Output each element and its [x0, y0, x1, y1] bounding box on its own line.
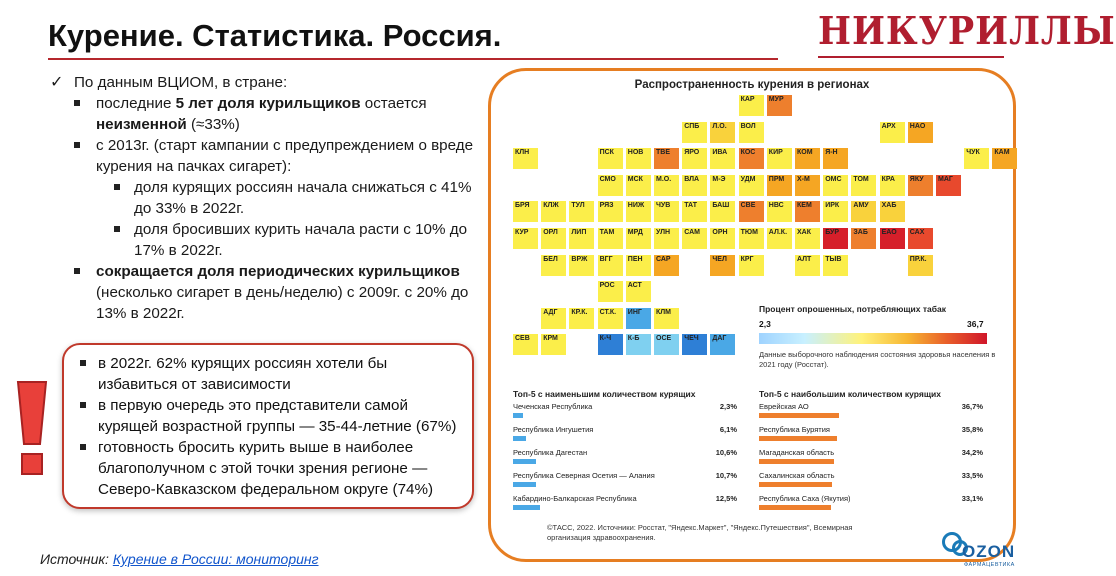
value-bar — [513, 459, 536, 464]
legend-title: Процент опрошенных, потребляющих табак — [759, 304, 946, 314]
value-bar — [759, 413, 839, 418]
source-label: Источник: — [40, 551, 113, 567]
region-tile: КРА — [880, 175, 905, 196]
value-bar — [513, 482, 536, 487]
region-tile: КОС — [739, 148, 764, 169]
region-tile: КЛН — [513, 148, 538, 169]
region-value: 33,5% — [961, 471, 983, 480]
callout-list — [74, 353, 466, 500]
square-bullet-icon — [80, 360, 86, 366]
bullet-item — [48, 261, 478, 324]
region-tile: ИВА — [710, 148, 735, 169]
ozon-logo — [940, 532, 1018, 572]
page-title: Курение. Статистика. Россия. — [48, 18, 502, 53]
region-tile: КАР — [739, 95, 764, 116]
region-tile: ЯРО — [682, 148, 707, 169]
region-tile: САХ — [908, 228, 933, 249]
region-tile: ЧЕЧ — [682, 334, 707, 355]
region-value: 10,7% — [715, 471, 737, 480]
top5-max — [759, 389, 983, 517]
region-tile: КРГ — [739, 255, 764, 276]
region-tile: БУР — [823, 228, 848, 249]
bullet-text: (≈33%) — [186, 116, 240, 133]
value-bar — [513, 413, 523, 418]
region-tile: Я-Н — [823, 148, 848, 169]
square-bullet-icon — [80, 444, 86, 450]
region-tile: КЛМ — [654, 308, 679, 329]
region-tile: НВС — [767, 201, 792, 222]
region-tile: ЛИП — [569, 228, 594, 249]
sub-bullet-item — [48, 219, 478, 261]
region-tile: КОМ — [795, 148, 820, 169]
region-tile: ЗАБ — [851, 228, 876, 249]
region-tile: ОРН — [710, 228, 735, 249]
region-tile: АЛТ — [795, 255, 820, 276]
callout-item — [74, 353, 466, 395]
region-tile: ВГГ — [598, 255, 623, 276]
top5-row — [513, 425, 737, 448]
region-tile: ИРК — [823, 201, 848, 222]
region-tile: К-Ч — [598, 334, 623, 355]
region-tile: НИЖ — [626, 201, 651, 222]
legend-gradient — [759, 333, 987, 344]
bullet-intro — [48, 72, 478, 93]
region-tile: МРД — [626, 228, 651, 249]
region-value: 33,1% — [961, 494, 983, 503]
top5-max-title: Топ-5 с наибольшим количеством курящих — [759, 389, 941, 399]
region-tile: ОРЛ — [541, 228, 566, 249]
region-tile: СТ.К. — [598, 308, 623, 329]
top5-row — [759, 471, 983, 494]
top5-row — [513, 494, 737, 517]
region-name: Республика Ингушетия — [513, 425, 594, 434]
region-tile: ВРЖ — [569, 255, 594, 276]
region-tile: БАШ — [710, 201, 735, 222]
region-tile: ПРМ — [767, 175, 792, 196]
title-divider — [48, 58, 778, 60]
infographic-panel — [488, 68, 1016, 562]
bullet-text: последние — [96, 95, 176, 112]
region-tile: ХАБ — [880, 201, 905, 222]
bullet-emphasis: сокращается доля периодических курильщиков — [96, 263, 460, 280]
value-bar — [759, 459, 834, 464]
bullet-text: с 2013г. (старт кампании с предупреждением о вреде курения на пачках сигарет): — [96, 137, 474, 175]
value-bar — [759, 482, 832, 487]
region-tile: ОМС — [823, 175, 848, 196]
region-tile: КЕМ — [795, 201, 820, 222]
top5-row — [513, 402, 737, 425]
top5-min — [513, 389, 737, 517]
region-name: Кабардино-Балкарская Республика — [513, 494, 637, 503]
callout-box — [62, 343, 474, 509]
region-name: Магаданская область — [759, 448, 835, 457]
square-bullet-icon — [74, 100, 80, 106]
legend-min: 2,3 — [759, 319, 771, 329]
bullet-emphasis: неизменной — [96, 116, 187, 133]
region-tile: СВЕ — [739, 201, 764, 222]
region-tile: СМО — [598, 175, 623, 196]
top5-min-list — [513, 402, 737, 517]
region-tile: САР — [654, 255, 679, 276]
region-tile: ТВЕ — [654, 148, 679, 169]
legend-max: 36,7 — [967, 319, 984, 329]
region-tile: КИР — [767, 148, 792, 169]
region-value: 2,3% — [719, 402, 737, 411]
exclamation-icon — [14, 378, 50, 478]
region-tile: РЯЗ — [598, 201, 623, 222]
region-tile: ТОМ — [851, 175, 876, 196]
infographic-title: Распространенность курения в регионах — [634, 79, 870, 91]
top5-min-title: Топ-5 с наименьшим количеством курящих — [513, 389, 696, 399]
top5-row — [513, 448, 737, 471]
region-tile: УДМ — [739, 175, 764, 196]
region-name: Республика Бурятия — [759, 425, 830, 434]
callout-text: в первую очередь это представители самой курящей возрастной группы — 35-44-летние (67%) — [98, 397, 457, 435]
top5-row — [759, 425, 983, 448]
square-bullet-icon — [80, 402, 86, 408]
bullet-item — [48, 135, 478, 177]
callout-item — [74, 437, 466, 500]
intro-text: По данным ВЦИОМ, в стране: — [74, 74, 288, 91]
region-value: 35,8% — [961, 425, 983, 434]
region-name: Республика Саха (Якутия) — [759, 494, 851, 503]
region-tile: АМУ — [851, 201, 876, 222]
region-tile: ПСК — [598, 148, 623, 169]
bullet-item — [48, 93, 478, 135]
square-bullet-icon — [114, 184, 120, 190]
region-tile: САМ — [682, 228, 707, 249]
sub-bullet-item — [48, 177, 478, 219]
region-tile: КР.К. — [569, 308, 594, 329]
region-value: 36,7% — [961, 402, 983, 411]
region-tile: ДАГ — [710, 334, 735, 355]
value-bar — [513, 505, 540, 510]
region-value: 10,6% — [715, 448, 737, 457]
region-value: 6,1% — [719, 425, 737, 434]
region-tile: ВОЛ — [739, 122, 764, 143]
data-note: Данные выборочного наблюдения состояния здоровья населения в 2021 году (Росстат). — [759, 350, 996, 369]
top5-row — [513, 471, 737, 494]
ozon-wordmark: OZON — [962, 542, 1016, 561]
callout-text: в 2022г. 62% курящих россиян хотели бы избавиться от зависимости — [98, 355, 388, 393]
region-tile: ЧУК — [964, 148, 989, 169]
bullet-text: доля курящих россиян начала снижаться с 41% до 33% в 2022г. — [134, 179, 472, 217]
source-line — [40, 551, 319, 567]
top5-row — [759, 402, 983, 425]
brand-logo: НИКУРИЛЛЫ — [818, 8, 1116, 53]
region-tile: КАМ — [992, 148, 1017, 169]
top5-row — [759, 494, 983, 517]
region-tile: Л.О. — [710, 122, 735, 143]
source-link[interactable]: Курение в России: мониторинг — [112, 551, 319, 567]
region-tile: СПБ — [682, 122, 707, 143]
region-tile: БЕЛ — [541, 255, 566, 276]
region-tile: МСК — [626, 175, 651, 196]
region-tile: ЧЕЛ — [710, 255, 735, 276]
bullet-text: доля бросивших курить начала расти с 10% до 17% в 2022г. — [134, 221, 468, 259]
region-tile: МАГ — [936, 175, 961, 196]
region-tile: УЛН — [654, 228, 679, 249]
region-tile: ЯКУ — [908, 175, 933, 196]
square-bullet-icon — [74, 142, 80, 148]
region-tile: НАО — [908, 122, 933, 143]
region-tile: РОС — [598, 281, 623, 302]
region-tile: К-Б — [626, 334, 651, 355]
region-tile: ТАТ — [682, 201, 707, 222]
top5-row — [759, 448, 983, 471]
region-tile: АДГ — [541, 308, 566, 329]
region-tile: КУР — [513, 228, 538, 249]
region-tile: М.О. — [654, 175, 679, 196]
logo-divider — [818, 56, 1004, 58]
region-tile: МУР — [767, 95, 792, 116]
region-tile: ХАК — [795, 228, 820, 249]
region-tile: ТУЛ — [569, 201, 594, 222]
region-value: 34,2% — [961, 448, 983, 457]
region-tile: КЛЖ — [541, 201, 566, 222]
region-tile: М-Э — [710, 175, 735, 196]
region-name: Чеченская Республика — [513, 402, 593, 411]
region-tile: ПР.К. — [908, 255, 933, 276]
region-tile: АРХ — [880, 122, 905, 143]
region-name: Еврейская АО — [759, 402, 809, 411]
region-tile: Х-М — [795, 175, 820, 196]
region-tile: ЕАО — [880, 228, 905, 249]
region-tile: ОСЕ — [654, 334, 679, 355]
region-tile: ПЕН — [626, 255, 651, 276]
region-name: Республика Дагестан — [513, 448, 588, 457]
region-tile: ТАМ — [598, 228, 623, 249]
callout-text: готовность бросить курить выше в наиболее благополучном с этой точки зрения регионе — Северо-Кавказском федеральном округе (74%) — [98, 439, 434, 498]
bullet-list — [48, 72, 478, 324]
value-bar — [513, 436, 526, 441]
value-bar — [759, 436, 837, 441]
square-bullet-icon — [74, 268, 80, 274]
region-name: Республика Северная Осетия — Алания — [513, 471, 655, 480]
region-tile: АСТ — [626, 281, 651, 302]
top5-max-list — [759, 402, 983, 517]
square-bullet-icon — [114, 226, 120, 232]
region-name: Сахалинская область — [759, 471, 835, 480]
region-tile: ЧУВ — [654, 201, 679, 222]
checkmark-icon: ✓ — [50, 74, 64, 91]
bullet-emphasis: 5 лет доля курильщиков — [175, 95, 361, 112]
bullet-text: остается — [360, 95, 427, 112]
region-tile: ВЛА — [682, 175, 707, 196]
region-tile: КРМ — [541, 334, 566, 355]
region-tile: НОВ — [626, 148, 651, 169]
region-tile: ИНГ — [626, 308, 651, 329]
region-tile: СЕВ — [513, 334, 538, 355]
ozon-subtitle: ФАРМАЦЕВТИКА — [964, 562, 1015, 568]
credits: ©ТАСС, 2022. Источники: Росстат, "Яндекс.Маркет", "Яндекс.Путешествия", Всемирная организация здравоохранения. — [547, 523, 853, 542]
region-tile: АЛ.К. — [767, 228, 792, 249]
region-tile: БРЯ — [513, 201, 538, 222]
bullet-text: (несколько сигарет в день/неделю) с 2009г. с 20% до 13% в 2022г. — [96, 284, 469, 322]
value-bar — [759, 505, 831, 510]
region-value: 12,5% — [715, 494, 737, 503]
region-tile: ТЮМ — [739, 228, 764, 249]
region-tile: ТЫВ — [823, 255, 848, 276]
callout-item — [74, 395, 466, 437]
